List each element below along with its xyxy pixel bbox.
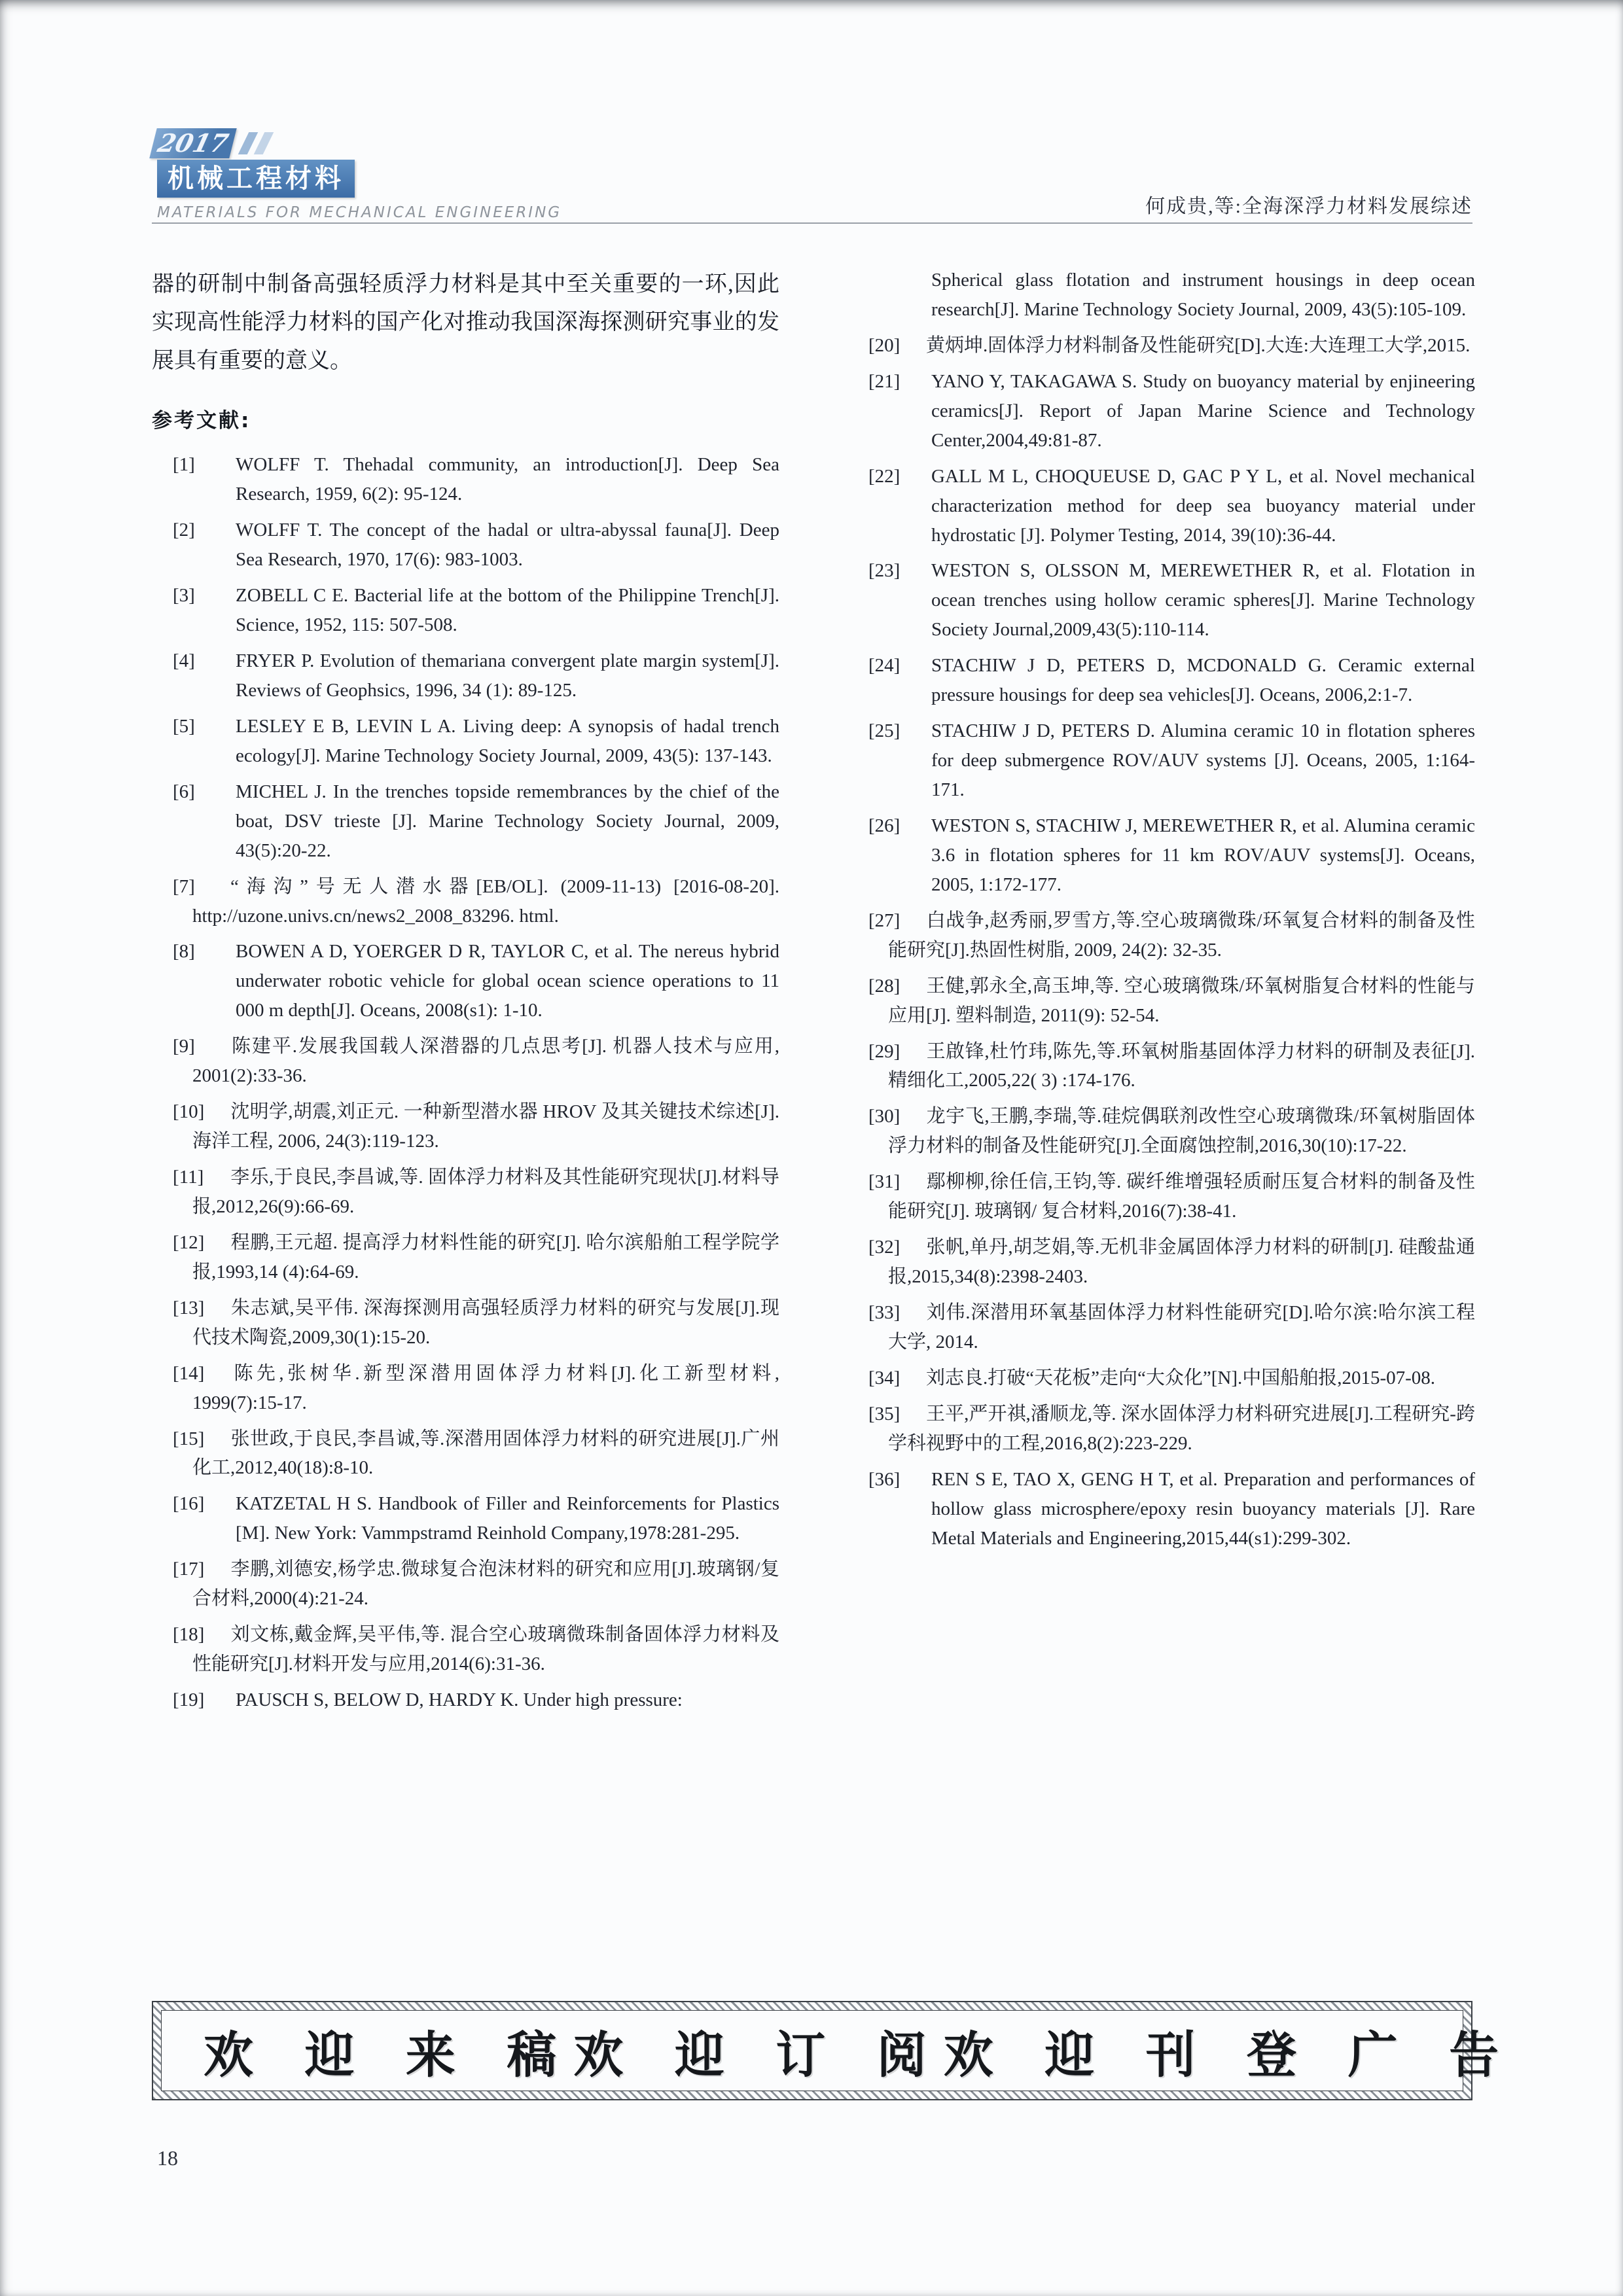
reference-item [847,1233,1475,1292]
reference-item [847,1364,1475,1393]
reference-item [152,516,779,574]
reference-text: STACHIW J D, PETERS D. Alumina ceramic 10 in flotation spheres for deep submergence ROV/AUV systems [J]. Oceans, 2005, 1:164-171. [931,720,1475,800]
reference-text: FRYER P. Evolution of themariana convergent plate margin system[J]. Reviews of Geophsics, 1996, 34 (1): 89-125. [236,650,779,701]
reference-item [847,367,1475,455]
reference-number: [2] [173,520,195,541]
reference-number: [17] [173,1559,205,1580]
reference-number: [25] [868,720,901,742]
reference-number: [11] [173,1167,204,1188]
reference-number: [31] [868,1171,901,1193]
reference-text: BOWEN A D, YOERGER D R, TAYLOR C, et al. The nereus hybrid underwater robotic vehicle for global ocean science operations to 11 000 m depth[J]. Oceans, 2008(s1): 1-10. [236,941,779,1021]
reference-text: 程鹏,王元超. 提高浮力材料性能的研究[J]. 哈尔滨船舶工程学院学报,1993,14 (4):64-69. [192,1231,779,1282]
reference-number: [13] [173,1297,205,1318]
reference-number: [21] [868,370,901,392]
reference-text: 陈建平.发展我国载人深潜器的几点思考[J]. 机器人技术与应用, 2001(2):33-36. [192,1036,779,1087]
reference-number: [14] [173,1362,205,1384]
reference-item [847,556,1475,645]
reference-text: KATZETAL H S. Handbook of Filler and Reinforcements for Plastics [M]. New York: Vammpstramd Reinhold Company,1978:281-295. [236,1493,779,1544]
left-column [152,266,779,1722]
reference-number: [1] [173,454,195,476]
journal-title-cn: 机械工程材料 [157,160,355,198]
reference-number: [6] [173,781,195,802]
reference-number: [12] [173,1231,205,1253]
intro-paragraph: 器的研制中制备高强轻质浮力材料是其中至关重要的一环,因此实现高性能浮力材料的国产化对推动我国深海探测研究事业的发展具有重要的意义。 [152,272,779,373]
reference-text: 刘伟.深潜用环氧基固体浮力材料性能研究[D].哈尔滨:哈尔滨工程大学, 2014. [888,1302,1475,1352]
reference-item [847,1298,1475,1357]
reference-item [847,1037,1475,1096]
reference-item [847,811,1475,900]
header-rule [152,222,1472,224]
reference-text: YANO Y, TAKAGAWA S. Study on buoyancy material by enjineering ceramics[J]. Report of Japan Marine Science and Technology Center,2004,49:81-87. [931,370,1475,451]
reference-item [847,651,1475,710]
reference-item [152,450,779,509]
reference-item [152,872,779,931]
reference-number: [15] [173,1428,205,1449]
reference-item [847,972,1475,1031]
reference-text: MICHEL J. In the trenches topside remembrances by the chief of the boat, DSV trieste [J]. Marine Technology Society Journal, 2009, 43(5):20-22. [236,781,779,861]
reference-number: [4] [173,650,195,672]
reference-text: 李乐,于良民,李昌诚,等. 固体浮力材料及其性能研究现状[J].材料导报,2012,26(9):66-69. [192,1167,779,1217]
reference-text: 刘文栋,戴金辉,吴平伟,等. 混合空心玻璃微珠制备固体浮力材料及性能研究[J].材料开发与应用,2014(6):31-36. [192,1624,779,1675]
reference-item [152,1620,779,1679]
banner-text-advertise: 欢 迎 刊 登 广 告 [943,2025,1516,2084]
reference-text: GALL M L, CHOQUEUSE D, GAC P Y L, et al. Novel mechanical characterization method for deep sea buoyancy material under hydrostatic [J]. Polymer Testing, 2014, 39(10):36-44. [931,465,1475,546]
reference-number: [33] [868,1302,901,1323]
reference-item [152,1555,779,1614]
reference-number: [36] [868,1468,901,1490]
reference-item [847,716,1475,805]
content-columns [152,266,1475,1722]
reference-item [152,1097,779,1156]
reference-number: [29] [868,1040,901,1062]
reference-text: 王健,郭永全,高玉坤,等. 空心玻璃微珠/环氧树脂复合材料的性能与应用[J]. 塑料制造, 2011(9): 52-54. [888,975,1475,1026]
footer-banner [152,2001,1516,2100]
reference-item [847,906,1475,965]
reference-number: [20] [868,334,901,356]
references-heading: 参考文献: [152,409,251,433]
reference-item [847,462,1475,550]
reference-number: [30] [868,1106,901,1127]
journal-title-en: MATERIALS FOR MECHANICAL ENGINEERING [157,204,562,221]
reference-item [152,581,779,640]
banner-text-subscribe: 欢 迎 订 阅 [573,2025,944,2084]
reference-number: [27] [868,910,901,931]
reference-item [847,1400,1475,1458]
reference-number: [19] [173,1689,205,1711]
reference-number: [10] [173,1101,205,1123]
reference-text: ZOBELL C E. Bacterial life at the bottom of the Philippine Trench[J]. Science, 1952, 115: 507-508. [236,585,779,636]
reference-item [847,1102,1475,1161]
reference-text: WOLFF T. The concept of the hadal or ultra-abyssal fauna[J]. Deep Sea Research, 1970, 17(6): 983-1003. [236,520,779,571]
reference-text: 王啟锋,杜竹玮,陈先,等.环氧树脂基固体浮力材料的研制及表征[J].精细化工,2005,22( 3) :174-176. [888,1040,1475,1091]
reference-number: [35] [868,1403,901,1424]
page-number: 18 [157,2146,178,2170]
banner-text-contribute: 欢 迎 来 稿 [204,2025,574,2084]
reference-item [152,1686,779,1715]
reference-number: [3] [173,585,195,607]
reference-number: [32] [868,1237,901,1258]
reference-number: [18] [173,1624,205,1646]
reference-item [152,1228,779,1287]
reference-item [152,1163,779,1222]
reference-item [152,1424,779,1483]
reference-number: [26] [868,815,901,836]
reference-text: WESTON S, OLSSON M, MEREWETHER R, et al. Flotation in ocean trenches using hollow ceramic spheres[J]. Marine Technology Society Journal,2009,43(5):110-114. [931,560,1475,641]
reference-text: LESLEY E B, LEVIN L A. Living deep: A synopsis of hadal trench ecology[J]. Marine Technology Society Journal, 2009, 43(5): 137-143. [236,715,779,766]
reference-text: “海沟”号无人潜水器[EB/OL]. (2009-11-13) [2016-08-20]. http://uzone.univs.cn/news2_2008_83296. html. [192,875,779,927]
reference-text: 黄炳坤.固体浮力材料制备及性能研究[D].大连:大连理工大学,2015. [926,334,1471,356]
reference-item [152,1489,779,1548]
reference-number: [8] [173,941,195,963]
reference-number: [34] [868,1367,901,1388]
reference-text: STACHIW J D, PETERS D, MCDONALD G. Ceramic external pressure housings for deep sea vehicles[J]. Oceans, 2006,2:1-7. [931,655,1475,706]
reference-text: REN S E, TAO X, GENG H T, et al. Preparation and performances of hollow glass microsphere/epoxy resin buoyancy materials [J]. Rare Metal Materials and Engineering,2015,44(s1):299-302. [931,1468,1475,1549]
reference-text: 沈明学,胡震,刘正元. 一种新型潜水器 HROV 及其关键技术综述[J]. 海洋工程, 2006, 24(3):119-123. [192,1101,779,1152]
running-head: 何成贵,等:全海深浮力材料发展综述 [1145,196,1472,217]
reference-number: [22] [868,465,901,487]
reference-item [847,1465,1475,1553]
reference-text: WOLFF T. Thehadal community, an introduction[J]. Deep Sea Research, 1959, 6(2): 95-124. [236,454,779,505]
reference-number: [5] [173,715,195,737]
reference-text: 张帆,单丹,胡芝娟,等.无机非金属固体浮力材料的研制[J]. 硅酸盐通报,2015,34(8):2398-2403. [888,1237,1475,1288]
footer-banner-inner [161,2010,1516,2091]
year-badge: 2017 [149,128,236,158]
reference-item [152,1359,779,1418]
reference-number: [23] [868,560,901,582]
reference-text: 张世政,于良民,李昌诚,等.深潜用固体浮力材料的研究进展[J].广州化工,2012,40(18):8-10. [192,1428,779,1479]
reference-item [152,712,779,771]
reference-text: 鄢柳柳,徐任信,王钧,等. 碳纤维增强轻质耐压复合材料的制备及性能研究[J]. 玻璃钢/ 复合材料,2016(7):38-41. [888,1171,1475,1222]
reference-item [152,777,779,866]
reference-text: 龙宇飞,王鹏,李瑞,等.硅烷偶联剂改性空心玻璃微珠/环氧树脂固体浮力材料的制备及性能研究[J].全面腐蚀控制,2016,30(10):17-22. [888,1106,1475,1157]
reference-item [152,1032,779,1091]
reference-number: [16] [173,1493,205,1515]
reference-text: WESTON S, STACHIW J, MEREWETHER R, et al. Alumina ceramic 3.6 in flotation spheres for 11 km ROV/AUV systems[J]. Oceans, 2005, 1:172-177. [931,815,1475,895]
reference-text: 白战争,赵秀丽,罗雪方,等.空心玻璃微珠/环氧复合材料的制备及性能研究[J].热固性树脂, 2009, 24(2): 32-35. [888,910,1475,961]
references-list-left [152,450,779,1715]
reference-item [152,937,779,1025]
reference-number: [7] [173,875,195,897]
reference-text: 陈先,张树华.新型深潜用固体浮力材料[J].化工新型材料, 1999(7):15-17. [192,1362,779,1413]
reference-number: [9] [173,1036,195,1057]
reference-text: PAUSCH S, BELOW D, HARDY K. Under high pressure: [236,1689,683,1711]
reference-item [152,1294,779,1352]
reference-text: 李鹏,刘德安,杨学忠.微球复合泡沫材料的研究和应用[J].玻璃钢/复合材料,2000(4):21-24. [192,1559,779,1610]
reference-item [847,331,1475,361]
reference-19-continuation: Spherical glass flotation and instrument housings in deep ocean research[J]. Marine Technology Society Journal, 2009, 43(5):105-109. [931,270,1475,320]
reference-number: [28] [868,975,901,997]
right-column [847,266,1475,1722]
journal-brand [152,128,741,226]
reference-text: 刘志良.打破“天花板”走向“大众化”[N].中国船舶报,2015-07-08. [926,1367,1436,1388]
reference-number: [24] [868,655,901,677]
reference-text: 朱志斌,吴平伟. 深海探测用高强轻质浮力材料的研究与发展[J].现代技术陶瓷,2009,30(1):15-20. [192,1297,779,1348]
reference-item [847,1167,1475,1226]
references-list-right [847,331,1475,1553]
reference-text: 王平,严开祺,潘顺龙,等. 深水固体浮力材料研究进展[J].工程研究-跨学科视野中的工程,2016,8(2):223-229. [888,1403,1475,1454]
reference-item [152,646,779,705]
